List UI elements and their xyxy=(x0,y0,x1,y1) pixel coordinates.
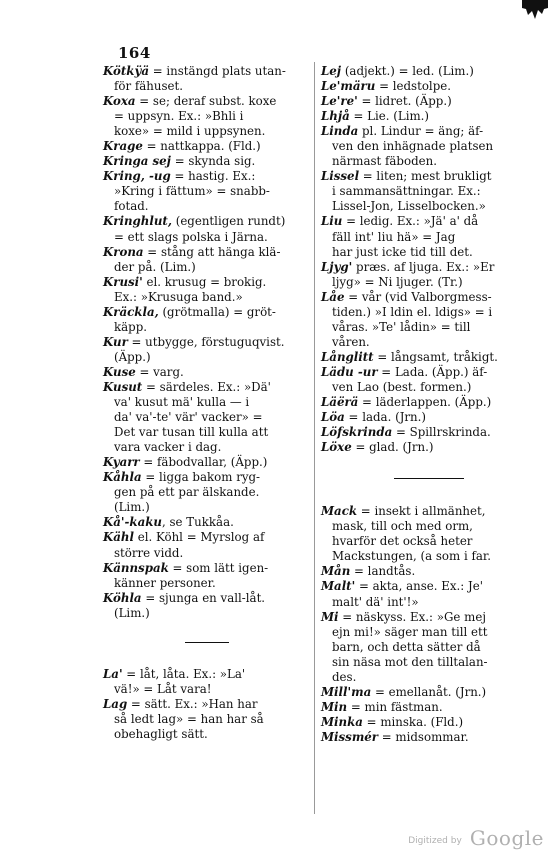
headword: Lhjå xyxy=(321,109,350,124)
entry-headline: Lissel = liten; mest brukligt xyxy=(321,169,492,184)
headword: Kring, -ug xyxy=(103,169,171,184)
right-section-l xyxy=(321,64,536,455)
entry-continuation: närmast fäboden. xyxy=(332,154,437,169)
dictionary-entry xyxy=(103,515,310,530)
entry-continuation: våren. xyxy=(332,334,370,349)
entry-continuation: Ex.: »Krusuga band.» xyxy=(114,289,243,304)
entry-continuation: större vidd. xyxy=(114,545,184,560)
section-separator xyxy=(185,642,229,643)
entry-headline: Lag = sätt. Ex.: »Han har xyxy=(103,696,258,711)
dictionary-entry xyxy=(321,169,536,214)
headword: Kötkÿä xyxy=(103,64,149,78)
dictionary-entry xyxy=(321,290,536,350)
page-number: 164 xyxy=(118,44,151,62)
entry-continuation: der på. (Lim.) xyxy=(114,259,196,274)
entry-continuation: barn, och detta sätter då xyxy=(332,639,481,654)
headword: Kå'-kaku xyxy=(103,515,162,530)
entry-headline: Ljyg' præs. af ljuga. Ex.: »Er xyxy=(321,259,495,274)
entry-continuation: ven Lao (best. formen.) xyxy=(332,379,472,394)
headword: Mack xyxy=(321,504,358,519)
entry-headline: Krage = nattkappa. (Fld.) xyxy=(103,139,261,154)
dictionary-entry xyxy=(321,365,536,395)
dictionary-entry xyxy=(103,591,310,621)
dictionary-entry xyxy=(103,275,310,305)
headword: Mån xyxy=(321,564,351,579)
dictionary-entry xyxy=(321,214,536,259)
headword: Kusut xyxy=(103,379,143,394)
entry-continuation: våras. »Te' lådin» = till xyxy=(332,319,471,334)
entry-continuation: i sammansättningar. Ex.: xyxy=(332,184,481,199)
headword: Kur xyxy=(103,334,128,349)
dictionary-entry xyxy=(321,350,536,365)
dictionary-entry xyxy=(103,455,310,470)
headword: Mi xyxy=(321,609,339,624)
entry-headline: Le're' = lidret. (Äpp.) xyxy=(321,94,452,109)
entry-continuation: des. xyxy=(332,669,357,684)
entry-continuation: gen på ett par älskande. xyxy=(114,485,260,500)
headword: Krona xyxy=(103,244,144,259)
entry-headline: Läërä = läderlappen. (Äpp.) xyxy=(321,395,492,410)
dictionary-entry xyxy=(321,260,536,290)
right-section-m xyxy=(321,504,536,745)
headword: Lissel xyxy=(321,169,360,184)
dictionary-entry xyxy=(103,697,310,742)
headword: Lag xyxy=(103,696,128,711)
left-section-k xyxy=(103,64,310,621)
column-divider xyxy=(314,62,315,814)
entry-headline: Krusi' el. krusug = brokig. xyxy=(103,274,267,289)
dictionary-entry xyxy=(103,214,310,244)
entry-continuation: vä!» = Låt vara! xyxy=(114,681,212,696)
entry-continuation: = uppsyn. Ex.: »Bhli i xyxy=(114,109,244,124)
dictionary-entry xyxy=(103,561,310,591)
headword: Mill'ma xyxy=(321,684,372,699)
entry-headline: Kur = utbygge, förstuguqvist. xyxy=(103,334,285,349)
entry-headline: Minka = minska. (Fld.) xyxy=(321,714,464,729)
left-section-l xyxy=(103,667,310,742)
entry-headline: Kå'-kaku, se Tukkåa. xyxy=(103,515,234,530)
watermark-brand: Google xyxy=(469,826,544,850)
headword: Le're' xyxy=(321,94,358,109)
dictionary-entry xyxy=(321,425,536,440)
entry-headline: Min = min fästman. xyxy=(321,699,443,714)
headword: Malt' xyxy=(321,579,356,594)
digitization-watermark xyxy=(408,826,544,850)
entry-headline: Kähl el. Köhl = Myrslog af xyxy=(103,530,265,545)
entry-continuation: har just icke tid till det. xyxy=(332,244,473,259)
entry-continuation: koxe» = mild i uppsynen. xyxy=(114,124,266,139)
headword: Missmér xyxy=(321,729,379,744)
entry-continuation: käpp. xyxy=(114,319,148,334)
dictionary-entry xyxy=(103,380,310,455)
entry-continuation: ejn mi!» säger man till ett xyxy=(332,624,488,639)
headword: Kräckla, xyxy=(103,304,159,319)
headword: Ljyg' xyxy=(321,259,353,274)
entry-headline: Missmér = midsommar. xyxy=(321,729,469,744)
dictionary-entry xyxy=(103,154,310,169)
entry-headline: Koxa = se; deraf subst. koxe xyxy=(103,94,277,109)
headword: Kähl xyxy=(103,530,134,545)
entry-headline: Kringa sej = skynda sig. xyxy=(103,154,256,169)
headword: Låe xyxy=(321,289,345,304)
dictionary-entry xyxy=(103,305,310,335)
entry-headline: Kuse = varg. xyxy=(103,364,184,379)
headword: Min xyxy=(321,699,348,714)
entry-continuation: = ett slags polska i Järna. xyxy=(114,229,268,244)
dictionary-entry xyxy=(321,410,536,425)
dictionary-entry xyxy=(103,530,310,560)
entry-continuation: ven den inhägnade platsen xyxy=(332,139,494,154)
headword: Kuse xyxy=(103,364,136,379)
headword: Koxa xyxy=(103,94,136,109)
entry-continuation: fäll int' liu hä» = Jag xyxy=(332,229,456,244)
dictionary-entry xyxy=(103,169,310,214)
entry-continuation: mask, till och med orm, xyxy=(332,519,473,534)
entry-headline: Kusut = särdeles. Ex.: »Dä' xyxy=(103,379,271,394)
entry-headline: Kyarr = fäbodvallar, (Äpp.) xyxy=(103,455,268,470)
dictionary-entry xyxy=(103,667,310,697)
entry-headline: Låe = vår (vid Valborgmess- xyxy=(321,289,492,304)
dictionary-entry xyxy=(321,715,536,730)
dictionary-entry xyxy=(321,700,536,715)
entry-continuation: (Lim.) xyxy=(114,605,150,620)
entry-continuation: vara vacker i dag. xyxy=(114,440,222,455)
dictionary-entry xyxy=(321,504,536,564)
dictionary-entry xyxy=(321,579,536,609)
headword: Lädu -ur xyxy=(321,364,378,379)
section-separator xyxy=(394,478,464,479)
dictionary-entry xyxy=(321,610,536,685)
headword: Liu xyxy=(321,214,343,229)
entry-headline: Kringhlut, (egentligen rundt) xyxy=(103,214,286,229)
entry-continuation: Mackstungen, (a som i far. xyxy=(332,549,491,564)
headword: Långlitt xyxy=(321,349,374,364)
headword: Kyarr xyxy=(103,455,140,470)
entry-headline: Kräckla, (grötmalla) = gröt- xyxy=(103,304,276,319)
left-column xyxy=(103,64,310,742)
headword: Kringhlut, xyxy=(103,214,172,229)
headword: Krusi' xyxy=(103,274,143,289)
entry-continuation: obehagligt sätt. xyxy=(114,726,208,741)
entry-headline: Kring, -ug = hastig. Ex.: xyxy=(103,169,256,184)
watermark-prefix: Digitized by xyxy=(408,836,462,846)
entry-headline: Mån = landtås. xyxy=(321,564,416,579)
headword: Minka xyxy=(321,714,363,729)
headword: La' xyxy=(103,666,123,681)
entry-headline: Löa = lada. (Jrn.) xyxy=(321,410,427,425)
headword: Köhla xyxy=(103,590,142,605)
dictionary-entry xyxy=(321,730,536,745)
entry-headline: Mill'ma = emellanåt. (Jrn.) xyxy=(321,684,487,699)
entry-continuation: Det var tusan till kulla att xyxy=(114,425,269,440)
entry-headline: Le'märu = ledstolpe. xyxy=(321,79,451,94)
dictionary-entry xyxy=(321,64,536,79)
entry-headline: Liu = ledig. Ex.: »Jä' a' då xyxy=(321,214,479,229)
headword: Le'märu xyxy=(321,79,376,94)
entry-headline: Lädu -ur = Lada. (Äpp.) äf- xyxy=(321,364,488,379)
entry-headline: Linda pl. Lindur = äng; äf- xyxy=(321,124,484,139)
entry-continuation: tiden.) »I ldin el. ldigs» = i xyxy=(332,304,493,319)
entry-continuation: da' va'-te' vär' vacker» = xyxy=(114,410,263,425)
headword: Kåhla xyxy=(103,470,142,485)
headword: Linda xyxy=(321,124,359,139)
entry-headline: Mack = insekt i allmänhet, xyxy=(321,504,486,519)
right-column xyxy=(321,64,536,745)
entry-continuation: va' kusut mä' kulla — i xyxy=(114,395,250,410)
corner-ornament-icon xyxy=(522,0,548,20)
entry-headline: Kåhla = ligga bakom ryg- xyxy=(103,470,261,485)
entry-headline: Lej (adjekt.) = led. (Lim.) xyxy=(321,64,474,78)
dictionary-entry xyxy=(321,440,536,455)
dictionary-entry xyxy=(321,79,536,94)
entry-headline: Kännspak = som lätt igen- xyxy=(103,560,269,575)
entry-continuation: (Lim.) xyxy=(114,500,150,515)
dictionary-entry xyxy=(321,124,536,169)
entry-continuation: (Äpp.) xyxy=(114,349,151,364)
headword: Läërä xyxy=(321,395,359,410)
entry-headline: Lhjå = Lie. (Lim.) xyxy=(321,109,430,124)
headword: Lej xyxy=(321,64,342,78)
entry-headline: Malt' = akta, anse. Ex.: Je' xyxy=(321,579,483,594)
entry-headline: Mi = näskyss. Ex.: »Ge mej xyxy=(321,609,486,624)
entry-continuation: Lissel-Jon, Lisselbocken.» xyxy=(332,199,486,214)
entry-headline: Löfskrinda = Spillrskrinda. xyxy=(321,425,491,440)
entry-continuation: för fähuset. xyxy=(114,79,183,94)
dictionary-entry xyxy=(103,365,310,380)
entry-continuation: så ledt lag» = han har så xyxy=(114,711,264,726)
headword: Löa xyxy=(321,410,345,425)
dictionary-entry xyxy=(103,64,310,94)
entry-continuation: malt' dä' int'!» xyxy=(332,594,419,609)
entry-headline: La' = låt, låta. Ex.: »La' xyxy=(103,666,246,681)
entry-headline: Kötkÿä = instängd plats utan- xyxy=(103,64,286,78)
dictionary-entry xyxy=(103,335,310,365)
dictionary-entry xyxy=(103,94,310,139)
dictionary-entry xyxy=(103,470,310,515)
dictionary-entry xyxy=(321,94,536,109)
dictionary-entry xyxy=(103,245,310,275)
headword: Löxe xyxy=(321,440,352,455)
entry-headline: Långlitt = långsamt, tråkigt. xyxy=(321,349,498,364)
entry-headline: Löxe = glad. (Jrn.) xyxy=(321,440,434,455)
entry-continuation: hvarför det också heter xyxy=(332,534,473,549)
entry-continuation: sin näsa mot den tilltalan- xyxy=(332,654,488,669)
headword: Löfskrinda xyxy=(321,425,393,440)
entry-continuation: känner personer. xyxy=(114,575,216,590)
entry-headline: Krona = stång att hänga klä- xyxy=(103,244,281,259)
dictionary-entry xyxy=(103,139,310,154)
headword: Kringa sej xyxy=(103,154,171,169)
entry-headline: Köhla = sjunga en vall-låt. xyxy=(103,590,266,605)
entry-continuation: ljyg» = Ni ljuger. (Tr.) xyxy=(332,274,463,289)
dictionary-entry xyxy=(321,564,536,579)
dictionary-entry xyxy=(321,109,536,124)
dictionary-entry xyxy=(321,395,536,410)
entry-continuation: »Kring i fättum» = snabb- xyxy=(114,184,270,199)
entry-continuation: fotad. xyxy=(114,199,149,214)
headword: Krage xyxy=(103,139,143,154)
headword: Kännspak xyxy=(103,560,169,575)
dictionary-entry xyxy=(321,685,536,700)
